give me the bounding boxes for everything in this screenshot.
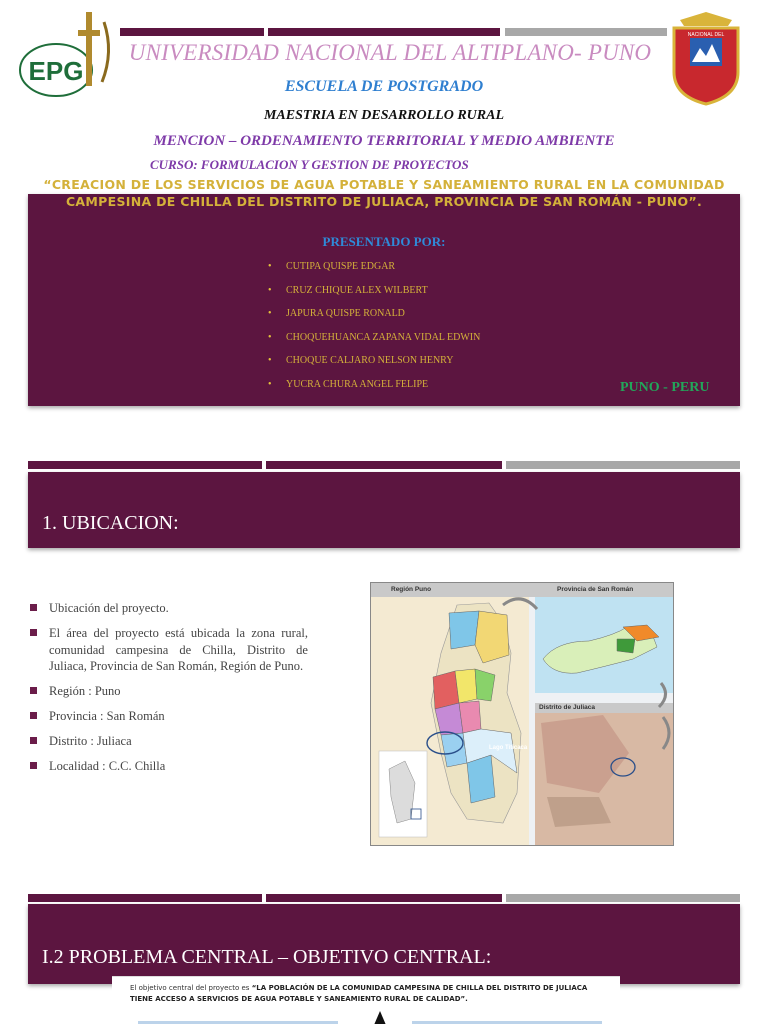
svg-text:Lago Titicaca: Lago Titicaca — [489, 745, 528, 751]
section2-title: I.2 PROBLEMA CENTRAL – OBJETIVO CENTRAL: — [42, 946, 492, 968]
section1-header — [28, 472, 740, 548]
bullet-item: Ubicación del proyecto. — [30, 600, 308, 617]
top-bar-right — [505, 28, 667, 36]
svg-text:EPG: EPG — [28, 56, 84, 86]
objective-prefix: El objetivo central del proyecto es — [130, 984, 252, 992]
mention-title: MENCION – ORDENAMIENTO TERRITORIAL Y MEDIO AMBIENTE — [153, 133, 615, 149]
top-bar-middle — [268, 28, 500, 36]
bullet-item: Región : Puno — [30, 683, 308, 700]
location-map-figure — [370, 582, 674, 846]
bullet-item: Localidad : C.C. Chilla — [30, 758, 308, 775]
objective-statement: “LA POBLACIÓN DE LA COMUNIDAD CAMPESINA DE CHILLA DEL DISTRITO DE JULIACA TIENE ACCESO A SERVICIOS DE AGUA POTABLE Y SANEAMIENTO RURAL DE CALIDAD”. — [130, 984, 588, 1003]
section1-bar-right — [506, 461, 740, 469]
author-item: • CRUZ CHIQUE ALEX WILBERT — [268, 282, 480, 306]
author-item: • YUCRA CHURA ANGEL FELIPE — [268, 376, 480, 400]
objective-panel — [112, 976, 620, 1024]
school-title: ESCUELA DE POSTGRADO — [284, 78, 484, 95]
map-caption-region: Región Puno — [391, 586, 432, 593]
section1-bar-middle — [266, 461, 502, 469]
presented-by-label: PRESENTADO POR: — [322, 234, 446, 249]
section2-bar-middle — [266, 894, 502, 902]
section2-header — [28, 904, 740, 984]
section1-bar-left — [28, 461, 262, 469]
section2-bar-right — [506, 894, 740, 902]
author-item: • JAPURA QUISPE RONALD — [268, 305, 480, 329]
author-item: • CHOQUEHUANCA ZAPANA VIDAL EDWIN — [268, 329, 480, 353]
bullet-item: Distrito : Juliaca — [30, 733, 308, 750]
arrow-up-icon — [374, 1011, 386, 1024]
location-label: PUNO - PERU — [620, 380, 710, 395]
map-caption-district: Distrito de Juliaca — [539, 704, 595, 711]
project-title: “CREACION DE LOS SERVICIOS DE AGUA POTABLE Y SANEAMIENTO RURAL EN LA COMUNIDAD CAMPESINA DE CHILLA DEL DISTRITO DE JULIACA, PROVINCIA DE SAN ROMÁN - PUNO”. — [43, 177, 725, 209]
authors-list — [268, 258, 480, 399]
top-bar-left — [120, 28, 264, 36]
section1-title: 1. UBICACION: — [42, 512, 179, 534]
author-item: • CUTIPA QUISPE EDGAR — [268, 258, 480, 282]
map-caption-province: Provincia de San Román — [557, 586, 634, 593]
location-bullets — [30, 600, 308, 783]
course-title: CURSO: FORMULACION Y GESTION DE PROYECTOS — [150, 157, 469, 172]
university-title: UNIVERSIDAD NACIONAL DEL ALTIPLANO- PUNO — [128, 40, 652, 65]
program-title: MAESTRIA EN DESARROLLO RURAL — [263, 108, 504, 123]
objective-text — [130, 983, 610, 1005]
bullet-item: Provincia : San Román — [30, 708, 308, 725]
section2-bar-left — [28, 894, 262, 902]
author-item: • CHOQUE CALJARO NELSON HENRY — [268, 352, 480, 376]
svg-text:NACIONAL DEL: NACIONAL DEL — [687, 32, 725, 38]
bullet-item: El área del proyecto está ubicada la zona rural, comunidad campesina de Chilla, Distrito de Juliaca, Provincia de San Román, Región de Puno. — [30, 625, 308, 675]
